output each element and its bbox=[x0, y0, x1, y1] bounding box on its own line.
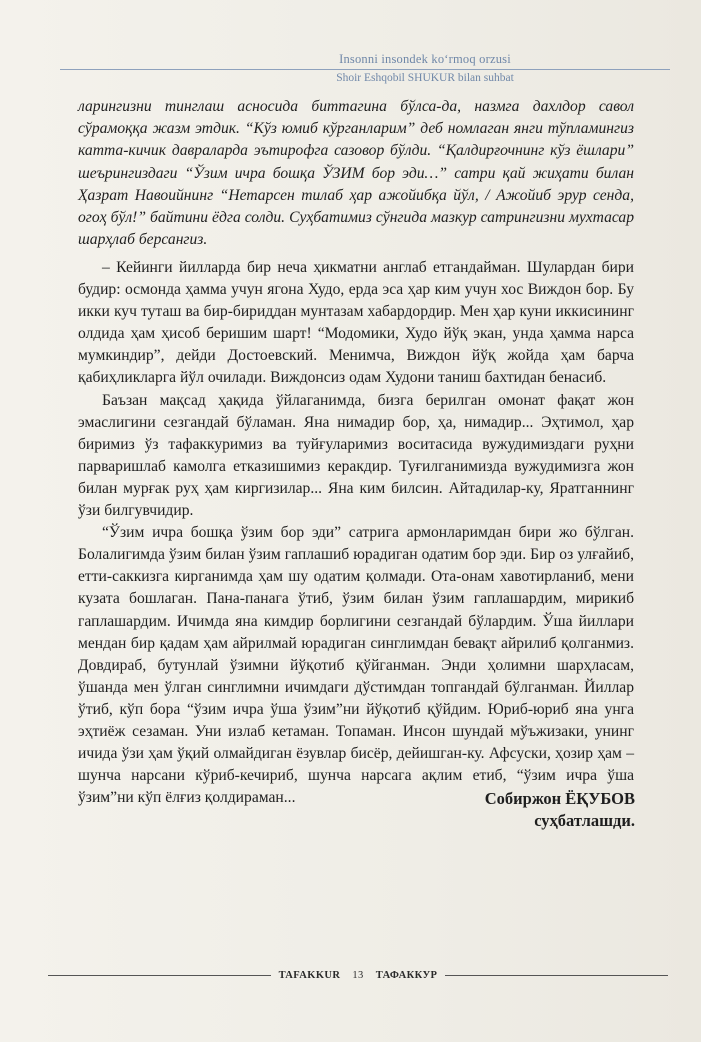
footer-journal-latin: TAFAKKUR bbox=[278, 969, 341, 981]
interview-answer bbox=[78, 257, 634, 809]
page-footer bbox=[48, 968, 668, 982]
page-number: 13 bbox=[352, 969, 364, 981]
answer-paragraph: “Ўзим ичра бошқа ўзим бор эди” сатрига армонларимдан бири жо бўлган. Болалигимда ўзим билан ўзим гаплашиб юрадиган одатим бор эди. Бир оз улғайиб, етти-саккизга кирганимда ҳам шу одатим қолмади. Ота-онам хавотирланиб, мени кузата бошлаган. Пана-панага ўтиб, ўзим билан ўзим гаплашардим, мирикиб гаплашардим. Ичимда яна кимдир борлигини сезгандай бўлардим. Ўша йиллари мендан бир қадам ҳам айрилмай юрадиган синглимдан бевақт айрилиб қолганмиз. Довдираб, бутунлай ўзимни йўқотиб қўйганман. Энди ҳолимни шарҳласам, ўшанда мен ўлган синглимни ичимдаги дўстимдан топгандай бўлганман. Йиллар ўтиб, кўп бора “ўзим ичра ўша ўзим”ни йўқотиб қўйдим. Юриб-юриб яна унга эҳтиёж сезаман. Уни излаб кетаман. Топаман. Инсон шундай мўъжизаки, унинг ичида ўзи ҳам ўқий олмайдиган ёзувлар бисёр, дейишган-ку. Афсуски, ҳозир ҳам – шунча нарсани кўриб-кечириб, шунча нарсага ақлим етиб, “ўзим ичра ўша ўзим”ни кўп ёлғиз қолдираман... bbox=[78, 524, 634, 807]
footer-journal-cyrillic: ТАФАККУР bbox=[375, 969, 438, 981]
signature-role: суҳбатлашди. bbox=[534, 811, 635, 830]
header-divider bbox=[60, 69, 670, 70]
running-header bbox=[60, 52, 670, 84]
interview-question: ларингизни тинглаш асносида биттагина бўлса-да, назмга дахлдор савол сўрамоққа жазм этдик. “Кўз юмиб кўрганларим” деб номлаган янги тўпламингиз катта-кичик давраларда эътирофга сазовор бўлди. “Қалдирғочнинг кўз ёшлари” шеърингиздаги “Ўзим ичра бошқа ЎЗИМ бор эди…” сатри қай жиҳати билан Ҳазрат Навоийнинг “Нетарсен тилаб ҳар ажойибқа йўл, / Ажойиб эрур сенда, огоҳ бўл!” байтини ёдга солди. Суҳбатимиз сўнгида мазкур сатрингизни мухтасар шарҳлаб берсангиз. bbox=[78, 98, 634, 249]
signature bbox=[485, 788, 635, 832]
header-subtitle: Shoir Eshqobil SHUKUR bilan suhbat bbox=[336, 72, 514, 84]
answer-paragraph: Баъзан мақсад ҳақида ўйлаганимда, бизга берилган омонат фақат жон эмаслигини сезгандай бўламан. Яна нимадир бор, ҳа, нимадир... Эҳтимол, ҳар биримиз ўз тафаккуримиз ва туйғуларимиз воситасида вужудимиздаги руҳни парваришлаб камолга етказишимиз керакдир. Туғилганимизда вужудимизга жон билан мурғак руҳ ҳам киргизилар... Яна ким билсин. Айтадилар-ку, Яратганнинг ўзи билгувчидир. bbox=[78, 391, 634, 520]
header-title: Insonni insondek koʻrmoq orzusi bbox=[339, 52, 511, 66]
footer-divider-right bbox=[445, 975, 668, 976]
answer-paragraph: – Кейинги йилларда бир неча ҳикматни англаб етгандайман. Шулардан бири будир: осмонда ҳамма учун ягона Худо, ерда эса ҳар ким учун хос Виждон бор. Бу икки куч туташ ва бир-бириддан мунтазам хабардордир. Мен ҳар куни иккисининг олдида ҳам ҳисоб беришим шарт! “Модомики, Худо йўқ экан, унда ҳамма нарса мумкиндир”, дейди Достоевский. Менимча, Виждон йўқ жойда ҳам барча қабиҳликларга йўл очилади. Виждонсиз одам Худони таниш бахтидан бенасиб. bbox=[78, 259, 634, 387]
footer-divider-left bbox=[48, 975, 271, 976]
signature-name: Собиржон ЁҚУБОВ bbox=[484, 789, 635, 808]
